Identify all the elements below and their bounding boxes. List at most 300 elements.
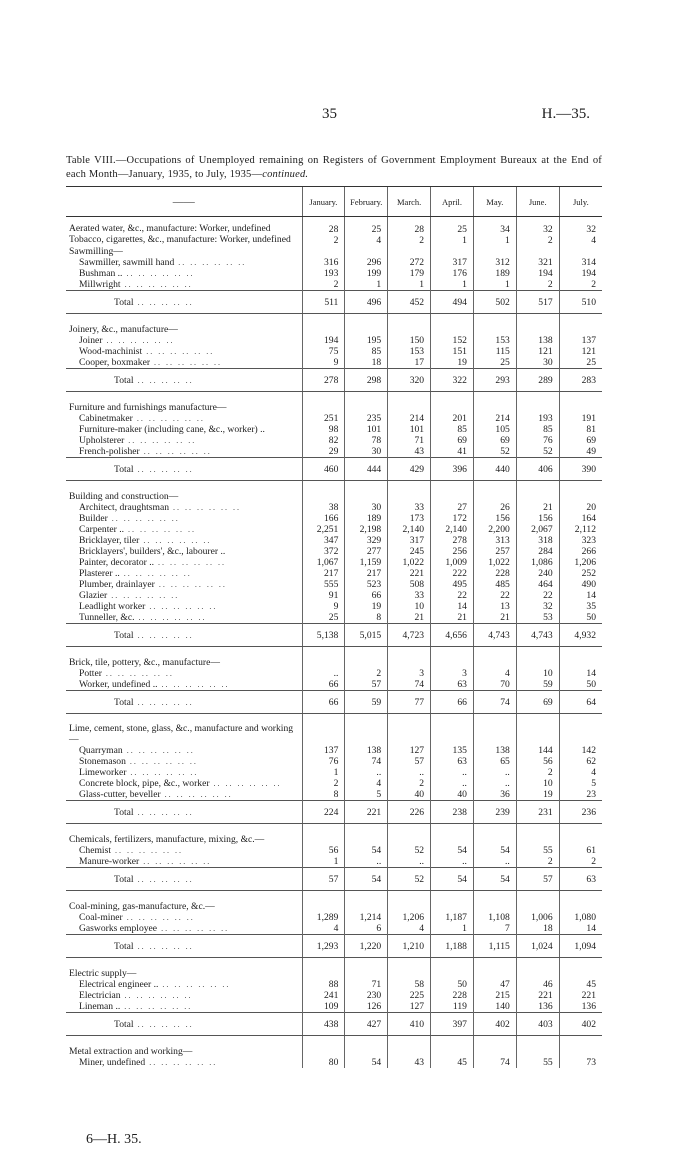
spacer-cell: [516, 958, 559, 969]
value-cell: 312: [473, 257, 516, 268]
occupation-label: [66, 856, 302, 868]
total-value-cell: 77: [388, 691, 431, 714]
occupation-row: [66, 579, 602, 590]
total-value-cell: 517: [516, 291, 559, 314]
total-value-cell: 460: [302, 458, 345, 481]
value-cell: 66: [302, 679, 345, 691]
column-header: May.: [473, 187, 516, 217]
value-cell: 21: [516, 502, 559, 513]
spacer-cell: [559, 217, 602, 225]
dot-leader: .. .. .. .. .. ..: [101, 669, 174, 678]
value-cell: 19: [431, 357, 474, 369]
total-value-cell: 440: [473, 458, 516, 481]
dot-leader: .. .. .. .. .. ..: [157, 680, 230, 689]
occupation-row: [66, 513, 602, 524]
spacer-cell: [431, 958, 474, 969]
occupation-label-text: Painter, decorator ..: [79, 557, 155, 568]
value-cell: 179: [388, 268, 431, 279]
value-cell: 347: [302, 535, 345, 546]
empty-cell: [345, 724, 388, 745]
empty-cell: [302, 901, 345, 912]
value-cell: 2: [559, 279, 602, 291]
occupation-label: [66, 335, 302, 346]
spacer-cell: [302, 217, 345, 225]
occupation-label-text: Carpenter ..: [79, 524, 125, 535]
occupation-row: [66, 346, 602, 357]
total-value-cell: 406: [516, 458, 559, 481]
spacer-cell: [559, 891, 602, 902]
value-cell: 56: [516, 756, 559, 767]
total-value-cell: 66: [302, 691, 345, 714]
occupation-row: [66, 979, 602, 990]
value-cell: ..: [302, 668, 345, 679]
category-heading-text: Joinery, &c., manufacture—: [69, 324, 178, 335]
value-cell: 98: [302, 424, 345, 435]
occupation-label-text: Furniture-maker (including cane, &c., worker) ..: [79, 424, 265, 435]
empty-cell: [388, 657, 431, 668]
spacer-cell: [388, 392, 431, 403]
occupation-row: [66, 845, 602, 856]
occupation-label-text: Bricklayers', builders', &c., labourer ..: [79, 546, 226, 557]
occupation-row: [66, 413, 602, 424]
value-cell: 58: [388, 979, 431, 990]
occupation-label-text: Cooper, boxmaker: [79, 357, 151, 368]
occupation-label-text: Leadlight worker: [79, 601, 146, 612]
spacer-cell: [516, 647, 559, 658]
value-cell: 137: [559, 335, 602, 346]
value-cell: 221: [388, 568, 431, 579]
value-cell: 195: [345, 335, 388, 346]
value-cell: 1,022: [473, 557, 516, 568]
spacer-cell: [516, 1036, 559, 1047]
spacer-row: [66, 891, 602, 902]
total-value-cell: 510: [559, 291, 602, 314]
occupation-row: [66, 856, 602, 868]
value-cell: 29: [302, 446, 345, 458]
value-cell: 74: [473, 1057, 516, 1068]
spacer-cell: [473, 392, 516, 403]
table-body: [66, 217, 602, 1069]
spacer-cell: [345, 647, 388, 658]
spacer-cell: [473, 481, 516, 492]
occupation-label: [66, 912, 302, 923]
empty-cell: [516, 402, 559, 413]
spacer-cell: [345, 824, 388, 835]
total-value-cell: 57: [516, 868, 559, 891]
dot-leader: .. .. .. .. .. ..: [102, 336, 175, 345]
value-cell: 25: [431, 224, 474, 235]
spacer-row: [66, 392, 602, 403]
spacer-cell: [388, 647, 431, 658]
dot-leader: .. .. .. .. .. ..: [154, 558, 227, 567]
spacer-cell: [473, 314, 516, 325]
value-cell: 33: [388, 590, 431, 601]
occupation-label: [66, 601, 302, 612]
value-cell: 75: [302, 346, 345, 357]
occupation-label: [66, 357, 302, 369]
empty-cell: [345, 657, 388, 668]
empty-cell: [559, 1046, 602, 1057]
occupation-label: [66, 568, 302, 579]
category-heading-row: [66, 324, 602, 335]
empty-cell: [559, 402, 602, 413]
value-cell: 53: [516, 612, 559, 624]
value-cell: 9: [302, 357, 345, 369]
value-cell: 156: [473, 513, 516, 524]
occupation-label-text: Bushman ..: [79, 268, 123, 279]
value-cell: 152: [431, 335, 474, 346]
spacer-cell: [302, 647, 345, 658]
total-label: [66, 369, 302, 392]
total-value-cell: 397: [431, 1013, 474, 1036]
dot-leader: .. .. .. .. .. ..: [120, 991, 193, 1000]
value-cell: 194: [559, 268, 602, 279]
value-cell: 43: [388, 1057, 431, 1068]
value-cell: 485: [473, 579, 516, 590]
total-row: [66, 291, 602, 314]
occupation-label-text: Quarryman: [79, 745, 123, 756]
value-cell: 32: [516, 601, 559, 612]
value-cell: 3: [388, 668, 431, 679]
spacer-cell: [388, 217, 431, 225]
empty-cell: [431, 324, 474, 335]
value-cell: 490: [559, 579, 602, 590]
occupation-row: [66, 224, 602, 235]
total-row: [66, 1013, 602, 1036]
occupation-label: [66, 257, 302, 268]
value-cell: 221: [516, 990, 559, 1001]
occupation-column-header: ——: [66, 187, 302, 217]
total-value-cell: 54: [431, 868, 474, 891]
total-value-cell: 1,188: [431, 935, 474, 958]
empty-cell: [302, 657, 345, 668]
value-cell: 55: [516, 1057, 559, 1068]
value-cell: 1: [388, 279, 431, 291]
occupation-row: [66, 612, 602, 624]
dot-leader: .. .. .. .. .. ..: [110, 846, 183, 855]
empty-cell: [431, 402, 474, 413]
dot-leader: .. .. .. .. .. ..: [145, 1058, 218, 1067]
value-cell: ..: [431, 856, 474, 868]
occupation-label: [66, 424, 302, 435]
occupation-label: [66, 524, 302, 535]
empty-cell: [302, 968, 345, 979]
value-cell: 1,214: [345, 912, 388, 923]
value-cell: 71: [345, 979, 388, 990]
value-cell: 317: [388, 535, 431, 546]
spacer-cell: [345, 392, 388, 403]
category-heading: [66, 402, 302, 413]
total-value-cell: 298: [345, 369, 388, 392]
value-cell: 50: [559, 612, 602, 624]
spacer-row: [66, 314, 602, 325]
total-value-cell: 64: [559, 691, 602, 714]
total-value-cell: 239: [473, 801, 516, 824]
spacer-cell: [431, 891, 474, 902]
category-heading-row: [66, 246, 602, 257]
empty-cell: [388, 1046, 431, 1057]
value-cell: 32: [559, 224, 602, 235]
empty-cell: [345, 901, 388, 912]
value-cell: 55: [516, 845, 559, 856]
spacer-cell: [559, 1036, 602, 1047]
total-label-text: Total: [114, 296, 134, 308]
value-cell: 21: [473, 612, 516, 624]
spacer-cell: [431, 217, 474, 225]
occupation-label-text: Tobacco, cigarettes, &c., manufacture: Worker, undefined: [69, 235, 291, 245]
spacer-cell: [345, 481, 388, 492]
spacer-cell: [473, 958, 516, 969]
occupation-row: [66, 435, 602, 446]
dot-leader: .. .. .. .. .. ..: [154, 580, 227, 589]
value-cell: 54: [345, 845, 388, 856]
value-cell: 18: [345, 357, 388, 369]
spacer-cell: [431, 314, 474, 325]
value-cell: ..: [473, 778, 516, 789]
occupation-label: [66, 546, 302, 557]
occupation-label: [66, 224, 302, 235]
value-cell: 1: [431, 235, 474, 246]
value-cell: 166: [302, 513, 345, 524]
value-cell: 14: [559, 668, 602, 679]
dot-leader: .. .. .. .. .. ..: [132, 414, 205, 423]
occupation-label: [66, 268, 302, 279]
occupation-label: [66, 435, 302, 446]
value-cell: 1,206: [559, 557, 602, 568]
occupation-label-text: Gasworks employee: [79, 923, 158, 934]
total-label-text: Total: [114, 940, 134, 952]
value-cell: 8: [345, 612, 388, 624]
occupation-label: [66, 446, 302, 458]
spacer-cell: [516, 217, 559, 225]
empty-cell: [516, 901, 559, 912]
empty-cell: [345, 834, 388, 845]
total-label: [66, 935, 302, 958]
value-cell: 189: [345, 513, 388, 524]
empty-cell: [302, 402, 345, 413]
value-cell: 52: [388, 845, 431, 856]
spacer-cell: [388, 891, 431, 902]
empty-cell: [516, 968, 559, 979]
occupation-label: [66, 767, 302, 778]
empty-cell: [388, 834, 431, 845]
occupation-row: [66, 767, 602, 778]
value-cell: 3: [431, 668, 474, 679]
total-value-cell: 226: [388, 801, 431, 824]
occupation-label-text: Joiner: [79, 335, 103, 346]
category-heading-row: [66, 724, 602, 745]
empty-cell: [559, 491, 602, 502]
spacer-row: [66, 481, 602, 492]
empty-cell: [473, 834, 516, 845]
dot-leader: .. .. .. .. .. ..: [122, 913, 195, 922]
occupation-row: [66, 778, 602, 789]
spacer-cell: [302, 314, 345, 325]
value-cell: 56: [302, 845, 345, 856]
category-heading: [66, 324, 302, 335]
empty-cell: [473, 901, 516, 912]
total-value-cell: 289: [516, 369, 559, 392]
total-label: [66, 868, 302, 891]
spacer-cell: [431, 714, 474, 725]
value-cell: 47: [473, 979, 516, 990]
value-cell: 252: [559, 568, 602, 579]
value-cell: 2: [516, 235, 559, 246]
occupation-row: [66, 590, 602, 601]
value-cell: 2: [345, 668, 388, 679]
spacer-cell: [345, 1036, 388, 1047]
occupation-row: [66, 756, 602, 767]
value-cell: 1,067: [302, 557, 345, 568]
dot-leader: .. .. .. .. .. ..: [209, 779, 282, 788]
empty-cell: [473, 724, 516, 745]
value-cell: 199: [345, 268, 388, 279]
total-value-cell: 511: [302, 291, 345, 314]
spacer-cell: [302, 824, 345, 835]
value-cell: 1: [302, 856, 345, 868]
category-heading-text: Brick, tile, pottery, &c., manufacture—: [69, 657, 220, 668]
occupation-row: [66, 446, 602, 458]
dot-leader: .. .. .. .. ..: [133, 297, 194, 307]
empty-cell: [516, 246, 559, 257]
total-label-text: Total: [114, 806, 134, 818]
table-title-continued: continued.: [262, 169, 309, 180]
spacer-cell: [345, 958, 388, 969]
empty-cell: [559, 724, 602, 745]
empty-cell: [559, 901, 602, 912]
total-value-cell: 438: [302, 1013, 345, 1036]
value-cell: 136: [516, 1001, 559, 1013]
value-cell: 214: [473, 413, 516, 424]
occupation-row: [66, 424, 602, 435]
empty-cell: [431, 246, 474, 257]
value-cell: 217: [302, 568, 345, 579]
total-row: [66, 458, 602, 481]
value-cell: 59: [516, 679, 559, 691]
occupation-row: [66, 279, 602, 291]
occupation-label: [66, 513, 302, 524]
total-value-cell: 402: [559, 1013, 602, 1036]
total-value-cell: 59: [345, 691, 388, 714]
occupation-label: [66, 279, 302, 291]
value-cell: 101: [388, 424, 431, 435]
column-header: January.: [302, 187, 345, 217]
value-cell: ..: [473, 767, 516, 778]
occupation-label: [66, 845, 302, 856]
occupation-row: [66, 524, 602, 535]
value-cell: 228: [431, 990, 474, 1001]
value-cell: 191: [559, 413, 602, 424]
value-cell: 21: [431, 612, 474, 624]
occupation-row: [66, 668, 602, 679]
spacer-cell: [302, 958, 345, 969]
dot-leader: .. .. .. .. .. ..: [169, 503, 242, 512]
value-cell: 228: [473, 568, 516, 579]
value-cell: 35: [559, 601, 602, 612]
value-cell: 2: [516, 279, 559, 291]
empty-cell: [302, 491, 345, 502]
total-value-cell: 320: [388, 369, 431, 392]
value-cell: 14: [559, 590, 602, 601]
spacer-cell: [66, 481, 302, 492]
occupation-label: [66, 990, 302, 1001]
empty-cell: [302, 724, 345, 745]
empty-cell: [345, 1046, 388, 1057]
value-cell: 272: [388, 257, 431, 268]
value-cell: 9: [302, 601, 345, 612]
page-signature: 6—H. 35.: [86, 1132, 142, 1147]
spacer-cell: [66, 647, 302, 658]
value-cell: 7: [473, 923, 516, 935]
dot-leader: .. .. .. .. .. ..: [124, 436, 197, 445]
empty-cell: [345, 491, 388, 502]
category-heading-text: Furniture and furnishings manufacture—: [69, 402, 227, 413]
occupation-label-text: Electrical engineer ..: [79, 979, 159, 990]
occupation-label: [66, 1057, 302, 1068]
spacer-cell: [559, 481, 602, 492]
empty-cell: [559, 968, 602, 979]
value-cell: 2,112: [559, 524, 602, 535]
occupation-label-text: Architect, draughtsman: [79, 502, 170, 513]
value-cell: 2: [302, 778, 345, 789]
value-cell: 194: [516, 268, 559, 279]
value-cell: 266: [559, 546, 602, 557]
value-cell: 555: [302, 579, 345, 590]
value-cell: 215: [473, 990, 516, 1001]
empty-cell: [516, 724, 559, 745]
value-cell: 217: [345, 568, 388, 579]
dot-leader: .. .. .. .. .. ..: [160, 790, 233, 799]
dot-leader: .. .. .. .. .. ..: [157, 924, 230, 933]
occupation-row: [66, 335, 602, 346]
spacer-cell: [345, 891, 388, 902]
value-cell: 225: [388, 990, 431, 1001]
table-header-row: [66, 187, 602, 217]
total-label: [66, 458, 302, 481]
total-value-cell: 283: [559, 369, 602, 392]
value-cell: 329: [345, 535, 388, 546]
total-value-cell: 4,743: [516, 624, 559, 647]
total-value-cell: 54: [473, 868, 516, 891]
total-label-text: Total: [114, 1018, 134, 1030]
category-heading-text: Chemicals, fertilizers, manufacture, mixing, &c.—: [69, 834, 265, 845]
dot-leader: .. .. .. .. ..: [133, 807, 194, 817]
value-cell: ..: [431, 778, 474, 789]
spacer-row: [66, 217, 602, 225]
empty-cell: [388, 491, 431, 502]
dot-leader: .. .. .. .. .. ..: [158, 980, 231, 989]
value-cell: 151: [431, 346, 474, 357]
value-cell: 78: [345, 435, 388, 446]
empty-cell: [473, 324, 516, 335]
value-cell: 14: [431, 601, 474, 612]
empty-cell: [388, 968, 431, 979]
value-cell: 30: [345, 446, 388, 458]
value-cell: 4: [388, 923, 431, 935]
occupation-row: [66, 357, 602, 369]
empty-cell: [302, 834, 345, 845]
occupation-label: [66, 745, 302, 756]
value-cell: 54: [473, 845, 516, 856]
occupation-row: [66, 601, 602, 612]
occupation-label: [66, 789, 302, 801]
value-cell: 127: [388, 745, 431, 756]
empty-cell: [345, 246, 388, 257]
total-value-cell: 396: [431, 458, 474, 481]
value-cell: 1,080: [559, 912, 602, 923]
dot-leader: .. .. .. .. .. ..: [122, 746, 195, 755]
value-cell: 508: [388, 579, 431, 590]
